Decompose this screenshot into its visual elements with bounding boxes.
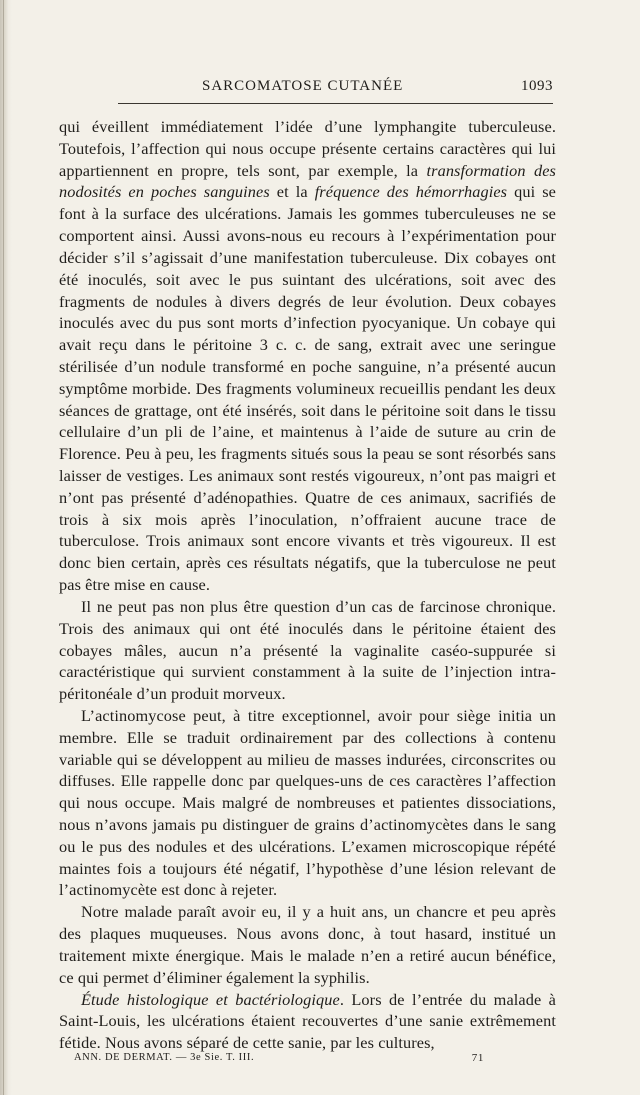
text-run: et la [269,182,315,202]
italic-phrase: transformation des nodosités en poches sanguines [59,160,556,202]
text-run: Il ne peut pas non plus être question d’un cas de farcinose chronique. Trois des animaux qui ont été inoculés dans le péritoine étaient des cobayes mâles, aucun n’a présenté la vaginalite caséo-suppurée si caractéristique qui survient constamment à la suite de l’injection intra-péritonéale d’un produit morveux. [59,596,556,704]
paragraph [59,705,556,901]
page-number: 1093 [521,78,553,94]
italic-phrase: fréquence des hémorrhagies [314,182,508,202]
paragraph [59,116,556,596]
section-heading: Étude histologique et bactériologique [81,989,340,1009]
binding-edge [3,0,4,1095]
paragraph [59,901,556,988]
text-run: Notre malade paraît avoir eu, il y a huit ans, un chancre et peu après des plaques muqueuses. Nous avons donc, à tout hasard, institué un traitement mixte énergique. Mais le malade n’en a retiré aucun bénéfice, ce qui permet d’éliminer également la syphilis. [59,902,556,987]
header-rule [118,103,553,104]
text-run: qui éveillent immédiatement l’idée d’une lymphangite tuberculeuse. Toutefois, l’affection qui nous occupe présente certains caractères qui lui appartiennent en propre, tels sont, par exemple, la [59,117,556,180]
body-text [59,116,556,1054]
text-run: qui se font à la surface des ulcérations. Jamais les gommes tuberculeuses ne se comportent ainsi. Aussi avons-nous eu recours à l’expérimentation pour décider s’il s’agissait d’une manifestation tuberculeuse. Dix cobayes ont été inoculés, soit avec le pus suintant des ulcérations, soit avec des fragments de nodules à divers degrés de leur évolution. Deux cobayes inoculés avec du pus sont morts d’infection pyocyanique. Un cobaye qui avait reçu dans le péritoine 3 c. c. de sang, extrait avec une seringue stérilisée d’un nodule transformé en poche sanguine, n’a présenté aucun symptôme morbide. Des fragments volumineux recueillis pendant les deux séances de grattage, ont été insérés, soit dans le péritoine soit dans le tissu cellulaire d’un pli de l’aine, et maintenus à l’aide de suture au crin de Florence. Peu à peu, les fragments situés sous la peau se sont résorbés sans laisser de vestiges. Les animaux sont restés vigoureux, n’ont pas maigri et n’ont pas présenté d’adénopathies. Quatre de ces animaux, sacrifiés de trois à six mois après l’inoculation, n’offraient aucune trace de tuberculose. Trois animaux sont encore vivants et très vigoureux. Il est donc bien certain, après ces résultats négatifs, que la tuberculose ne peut pas être mise en cause. [59,182,556,595]
page-footer [74,1052,484,1068]
paragraph [59,989,556,1054]
running-header [118,78,553,98]
page-gutter-shadow [0,0,12,1095]
signature-number: 71 [471,1052,484,1064]
running-title: SARCOMATOSE CUTANÉE [202,78,404,94]
journal-signature: ANN. DE DERMAT. — 3e Sie. T. III. [74,1052,255,1063]
text-run: . Lors de l’entrée du malade à Saint-Louis, les ulcérations étaient recouvertes d’une sanie extrêmement fétide. Nous avons séparé de cette sanie, par les cultures, [59,989,556,1053]
text-run: L’actinomycose peut, à titre exceptionnel, avoir pour siège initia un membre. Elle se traduit ordinairement par des collections à contenu variable qui se développent au milieu de masses indurées, circonscrites ou diffuses. Elle rappelle donc par quelques-uns de ces caractères l’affection qui nous occupe. Mais malgré de nombreuses et patientes dissociations, nous n’avons jamais pu distinguer de grains d’actinomycètes dans le sang ou le pus des nodules et des ulcérations. L’examen microscopique répété maintes fois a toujours été négatif, l’hypothèse d’une lésion relevant de l’actinomycète est donc à rejeter. [59,705,556,900]
paragraph [59,596,556,705]
